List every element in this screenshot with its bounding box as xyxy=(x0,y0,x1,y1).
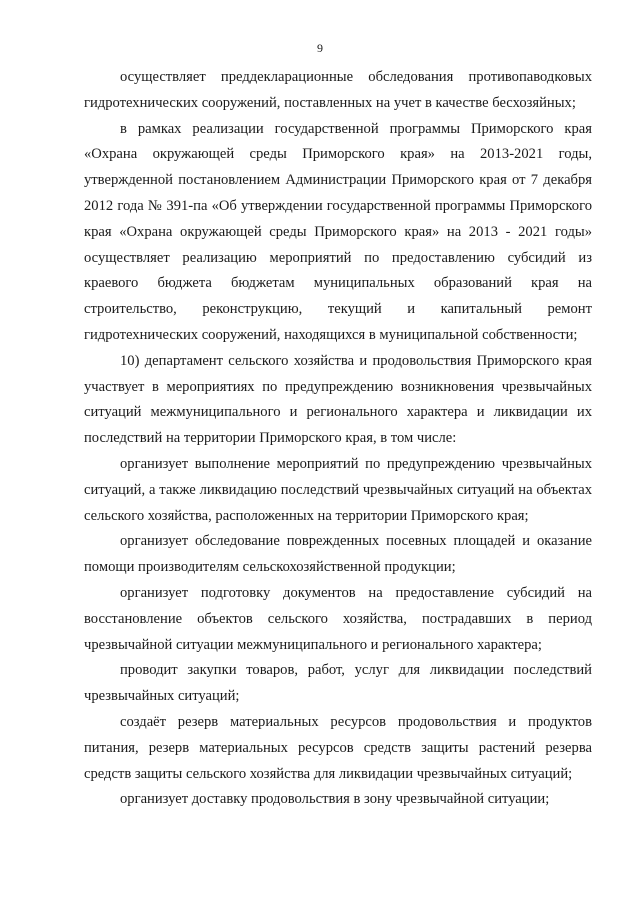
paragraph-procurement: проводит закупки товаров, работ, услуг для ликвидации последствий чрезвычайных ситуаций; xyxy=(84,662,592,705)
page-number: 9 xyxy=(317,41,323,55)
paragraph-prevention-measures: организует выполнение мероприятий по предупреждению чрезвычайных ситуаций, а также ликвидацию последствий чрезвычайных ситуаций на объектах сельского хозяйства, расположенных на территории Приморского края; xyxy=(84,455,592,524)
paragraph-crop-damage-survey: организует обследование поврежденных посевных площадей и оказание помощи производителям сельскохозяйственной продукции; xyxy=(84,533,592,576)
paragraph-agriculture-department: 10) департамент сельского хозяйства и продовольствия Приморского края участвует в мероприятиях по предупреждению возникновения чрезвычайных ситуаций межмуниципального и регионального характера и ликвидации их последствий на территории Приморского края, в том числе: xyxy=(84,352,592,447)
document-body xyxy=(84,65,592,813)
paragraph-state-program-subsidies: в рамках реализации государственной программы Приморского края «Охрана окружающей среды Приморского края» на 2013-2021 годы, утвержденной постановлением Администрации Приморского края от 7 декабря 2012 года № 391-па «Об утверждении государственной программы Приморского края «Охрана окружающей среды Приморского края» на 2013 - 2021 годы» осуществляет реализацию мероприятий по предоставлению субсидий из краевого бюджета бюджетам муниципальных образований края на строительство, реконструкцию, текущий и капитальный ремонт гидротехнических сооружений, находящихся в муниципальной собственности; xyxy=(84,120,592,343)
paragraph-food-delivery: организует доставку продовольствия в зону чрезвычайной ситуации; xyxy=(120,791,550,808)
paragraph-material-reserves: создаёт резерв материальных ресурсов продовольствия и продуктов питания, резерв материальных ресурсов средств защиты растений резерва средств защиты сельского хозяйства для ликвидации чрезвычайных ситуаций; xyxy=(84,713,592,782)
paragraph-pre-declaration-inspections: осуществляет преддекларационные обследования противопаводковых гидротехнических сооружений, поставленных на учет в качестве бесхозяйных; xyxy=(84,69,592,111)
paragraph-subsidy-documents: организует подготовку документов на предоставление субсидий на восстановление объектов сельского хозяйства, пострадавших в период чрезвычайной ситуации межмуниципального и регионального характера; xyxy=(84,584,592,653)
